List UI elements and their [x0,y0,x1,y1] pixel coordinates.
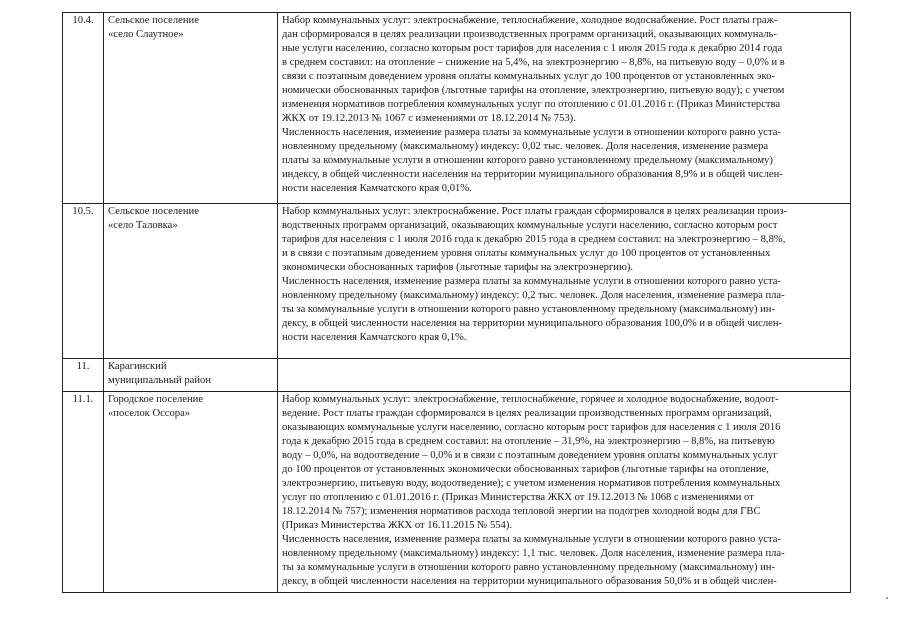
settlement-type: Городское поселение [108,394,204,405]
district-type: муниципальный район [108,375,211,386]
description-line: Набор коммунальных услуг: электроснабжение, теплоснабжение, горячее и холодное водоснабжение, водоот- [282,394,779,405]
row-number: 10.4. [63,13,104,204]
description-line: до 100 процентов от установленных экономически обоснованных тарифов (льготные тарифы на отопление, [282,464,769,475]
description-line: экономически обоснованных тарифов (льготные тарифы на электроэнергию). [282,262,634,273]
description-cell [278,392,851,593]
description-line: 18.12.2014 № 757); изменения нормативов расхода тепловой энергии на подогрев холодной воды для ГВС [282,506,761,517]
description-line: ты за коммунальные услуги в отношении которого равно установленному предельному (максимальному) ин- [282,562,775,573]
description-line: номически обоснованных тарифов (льготные тарифы на отопление, электроэнергию, питьевую воду); с учетом [282,85,785,96]
description-text [282,393,846,589]
settlement-title: «село Слаутное» [108,29,184,40]
description-line: и в связи с поэтапным доведением уровня оплаты коммунальных услуг до 100 процентов от установленных [282,248,771,259]
description-cell [278,13,851,204]
municipal-tariff-table [62,12,851,593]
description-line: ты за коммунальные услуги в отношении которого равно установленному предельному (максимальному) ин- [282,304,775,315]
description-line: оказывающих коммунальные услуги населению, согласно которым рост тарифов для населения с 1 июля 2016 [282,422,781,433]
description-text [282,14,846,196]
description-line: электроэнергию, питьевую воду, водоотведение); с учетом изменения нормативов потребления коммунальных [282,478,781,489]
row-number: 11. [63,359,104,392]
description-line: (Приказ Министерства ЖКХ от 16.11.2015 № 554). [282,520,513,531]
table-row [63,204,851,359]
district-name-cell [104,359,278,392]
description-line: тарифов для населения с 1 июля 2016 года к декабрю 2015 года в среднем составил: на электроэнергию – 8,8%, [282,234,786,245]
table-row [63,359,851,392]
description-text [282,205,846,345]
settlement-name-cell [104,392,278,593]
row-number: 10.5. [63,204,104,359]
description-line: изменения нормативов потребления коммунальных услуг по отоплению с 01.01.2016 г. (Приказ Министерства [282,99,781,110]
description-line: новленному предельному (максимальному) индексу: 1,1 тыс. человек. Доля населения, изменение размера пла- [282,548,785,559]
description-line: ЖКХ от 19.12.2013 № 1067 с изменениями от 18.12.2014 № 753). [282,113,576,124]
settlement-title: «село Таловка» [108,220,178,231]
description-line: связи с поэтапным доведением уровня оплаты коммунальных услуг до 100 процентов от установленных эко- [282,71,775,82]
row-number: 11.1. [63,392,104,593]
description-line: Набор коммунальных услуг: электроснабжение. Рост платы граждан сформировался в целях реализации произ- [282,206,788,217]
description-line: Набор коммунальных услуг: электроснабжение, теплоснабжение, холодное водоснабжение. Рост платы граж- [282,15,778,26]
settlement-type: Сельское поселение [108,206,199,217]
table-row [63,392,851,593]
table-row [63,13,851,204]
description-line: года к декабрю 2015 года в среднем составил: на отопление – 31,9%, на электроэнергию – 8,8%, на питьевую [282,436,775,447]
settlement-name-cell [104,13,278,204]
scan-artifact-dot [886,597,888,599]
document-page [62,12,850,593]
description-line: ности населения Камчатского края 0,01%. [282,183,472,194]
settlement-name-cell [104,204,278,359]
description-line: платы за коммунальные услуги в отношении которого равно установленному предельному (максимальному) [282,155,773,166]
district-name: Карагинский [108,361,167,372]
description-line: воду – 0,0%, на водоотведение – 0,0% и в связи с поэтапным доведением уровня оплаты коммунальных услуг [282,450,778,461]
settlement-type: Сельское поселение [108,15,199,26]
description-line: в среднем составил: на отопление – снижение на 5,4%, на электроэнергию – 8,8%, на питьевую воду – 0,0% и в [282,57,785,68]
description-cell-empty [278,359,851,392]
description-line: Численность населения, изменение размера платы за коммунальные услуги в отношении которого равно уста- [282,534,781,545]
description-line: дексу, в общей численности населения на территории муниципального образования 100,0% и в общей числен- [282,318,783,329]
description-line: Численность населения, изменение размера платы за коммунальные услуги в отношении которого равно уста- [282,127,781,138]
description-line: индексу, в общей численности населения на территории муниципального образования 8,9% и в общей числен- [282,169,783,180]
description-line: ведение. Рост платы граждан сформировался в целях реализации производственных программ организаций, [282,408,772,419]
description-line: новленному предельному (максимальному) индексу: 0,2 тыс. человек. Доля населения, изменение размера пла- [282,290,785,301]
description-line: новленному предельному (максимальному) индексу: 0,02 тыс. человек. Доля населения, изменение размера [282,141,769,152]
description-cell [278,204,851,359]
description-line: Численность населения, изменение размера платы за коммунальные услуги в отношении которого равно уста- [282,276,781,287]
description-line: ности населения Камчатского края 0,1%. [282,332,467,343]
description-line: услуг по отоплению с 01.01.2016 г. (Приказ Министерства ЖКХ от 19.12.2013 № 1068 с изменениями от [282,492,754,503]
description-line: дан сформировался в целях реализации производственных программ организаций, оказывающих коммуналь- [282,29,777,40]
description-line: ные услуги населению, согласно которым рост тарифов для населения с 1 июля 2015 года к декабрю 2014 года [282,43,783,54]
description-line: водственных программ организаций, оказывающих коммунальные услуги населению, согласно которым рост [282,220,778,231]
settlement-title: «поселок Оссора» [108,408,191,419]
description-line: дексу, в общей численности населения на территории муниципального образования 50,0% и в общей числен- [282,576,777,587]
